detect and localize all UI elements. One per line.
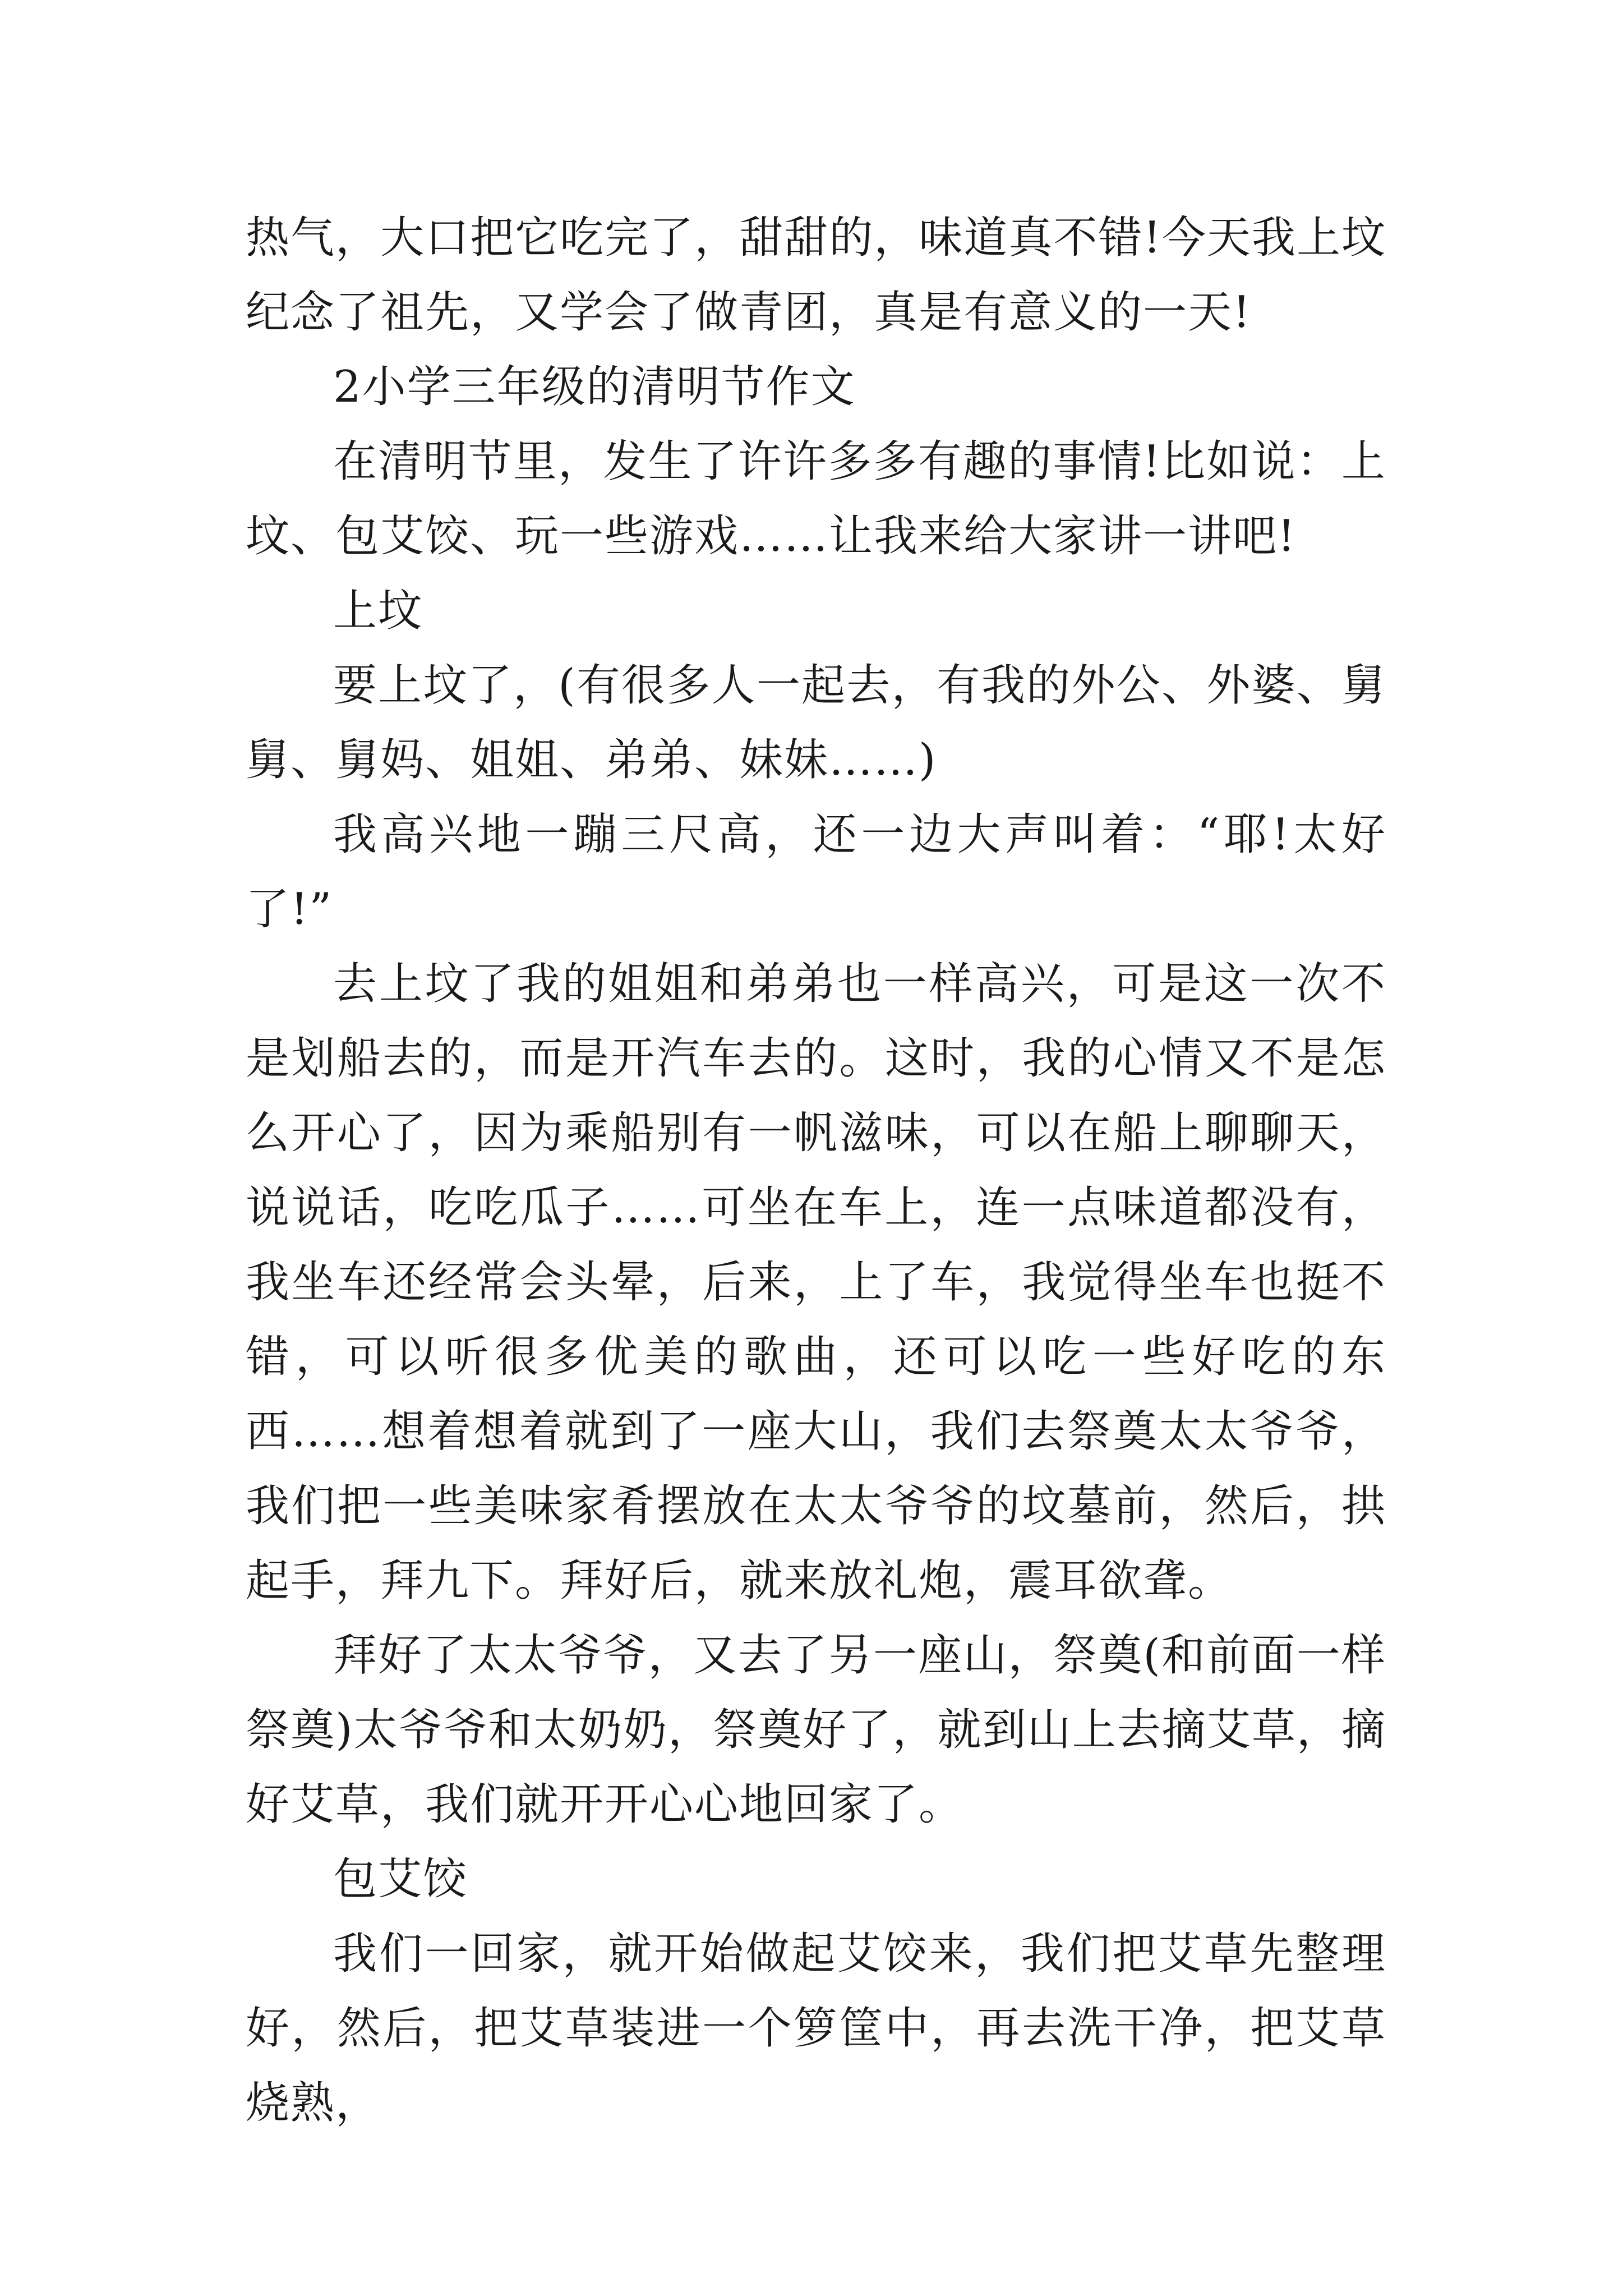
- paragraph: 在清明节里，发生了许许多多有趣的事情!比如说：上坟、包艾饺、玩一些游戏……让我来给大家讲一讲吧!: [246, 436, 1386, 562]
- paragraph-continued: 热气，大口把它吃完了，甜甜的，味道真不错!今天我上坟纪念了祖先，又学会了做青团，真是有意义的一天!: [246, 213, 1386, 338]
- subheading-visit-grave: 上坟: [333, 586, 423, 636]
- paragraph: 我高兴地一蹦三尺高，还一边大声叫着：“耶!太好了!”: [246, 809, 1386, 935]
- paragraph: 要上坟了，(有很多人一起去，有我的外公、外婆、舅舅、舅妈、姐姐、弟弟、妹妹……): [246, 660, 1386, 785]
- subheading-make-dumplings: 包艾饺: [333, 1854, 468, 1904]
- section-heading-essay-2: 2小学三年级的清明节作文: [333, 362, 856, 412]
- document-body: [246, 201, 1386, 2141]
- paragraph: 拜好了太太爷爷，又去了另一座山，祭奠(和前面一样祭奠)太爷爷和太奶奶，祭奠好了，就到山上去摘艾草，摘好艾草，我们就开开心心地回家了。: [246, 1630, 1386, 1830]
- paragraph: 我们一回家，就开始做起艾饺来，我们把艾草先整理好，然后，把艾草装进一个箩筐中，再去洗干净，把艾草烧熟，: [246, 1929, 1386, 2128]
- paragraph: 去上坟了我的姐姐和弟弟也一样高兴，可是这一次不是划船去的，而是开汽车去的。这时，我的心情又不是怎么开心了，因为乘船别有一帆滋味，可以在船上聊聊天，说说话，吃吃瓜子……可坐在车上，连一点味道都没有，我坐车还经常会头晕，后来，上了车，我觉得坐车也挺不错，可以听很多优美的歌曲，还可以吃一些好吃的东西……想着想着就到了一座大山，我们去祭奠太太爷爷，我们把一些美味家肴摆放在太太爷爷的坟墓前，然后，拱起手，拜九下。拜好后，就来放礼炮，震耳欲聋。: [246, 959, 1386, 1606]
